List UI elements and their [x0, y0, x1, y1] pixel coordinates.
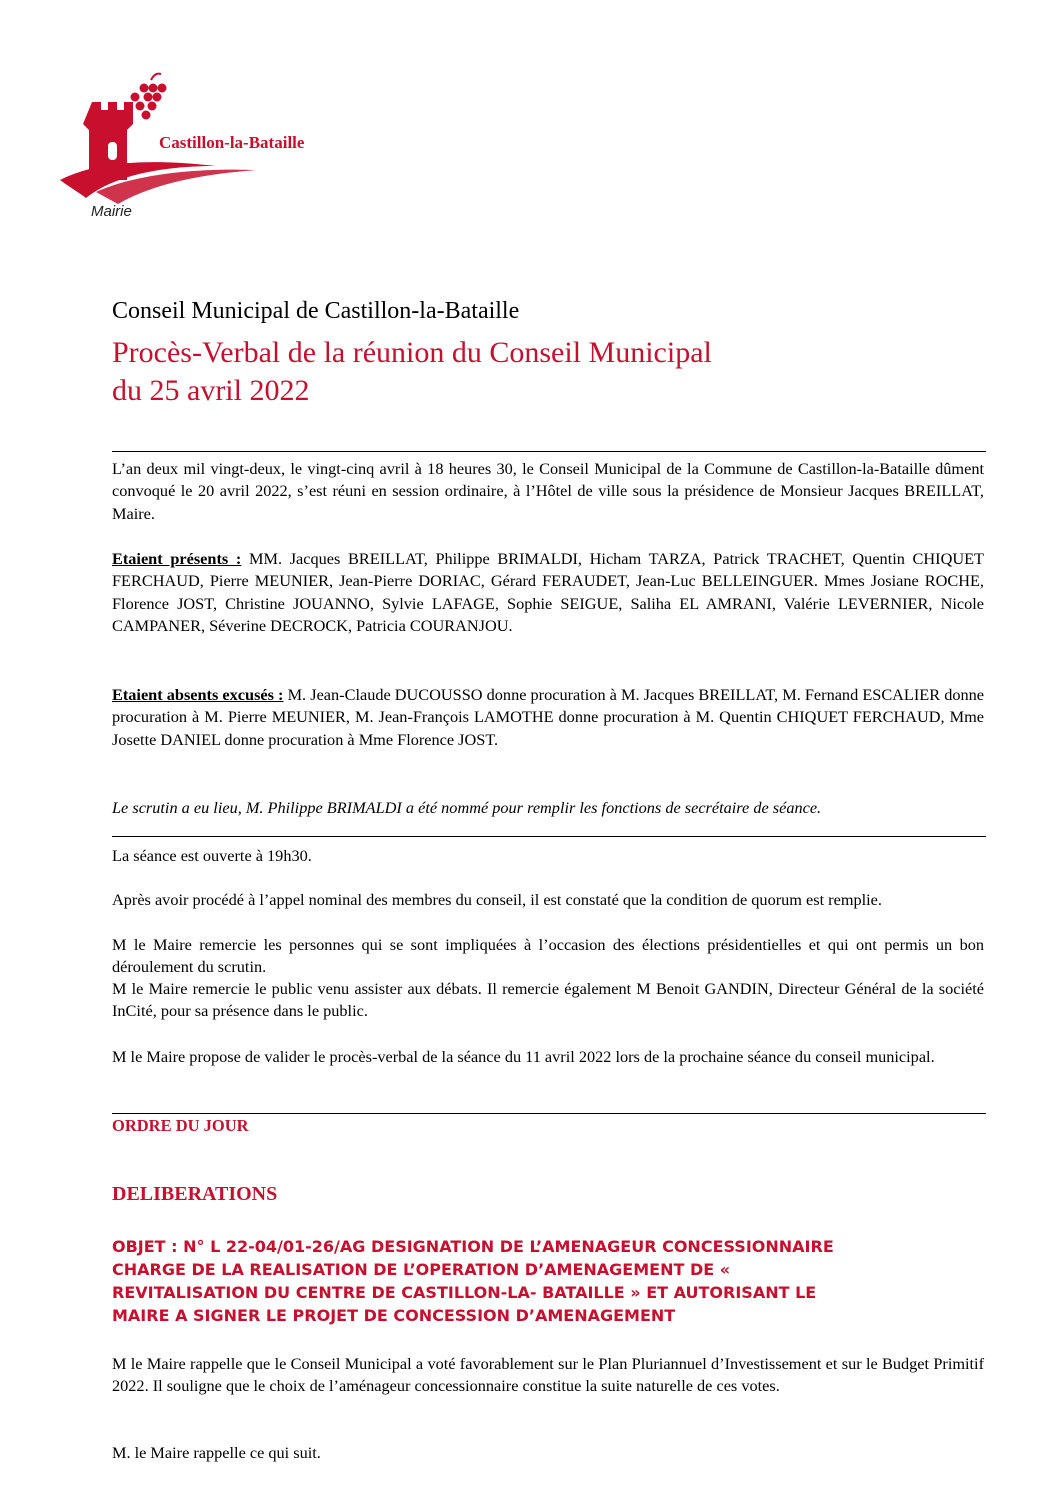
absents-paragraph [112, 684, 984, 751]
ordre-du-jour-heading: ORDRE DU JOUR [112, 1116, 249, 1135]
objet-line: MAIRE A SIGNER LE PROJET DE CONCESSION D’AMENAGEMENT [112, 1306, 676, 1325]
objet-line: OBJET : N° L 22-04/01-26/AG DESIGNATION DE L’AMENAGEUR CONCESSIONNAIRE [112, 1237, 834, 1256]
mairie-logo [56, 70, 376, 230]
divider-middle [112, 836, 986, 837]
document-title [112, 334, 712, 410]
deliberations-heading: DELIBERATIONS [112, 1183, 278, 1205]
divider-bottom [112, 1113, 986, 1114]
title-line-1: Procès-Verbal de la réunion du Conseil Municipal [112, 336, 712, 369]
objet-line: REVITALISATION DU CENTRE DE CASTILLON-LA- BATAILLE » ET AUTORISANT LE [112, 1283, 817, 1302]
council-heading: Conseil Municipal de Castillon-la-Bataille [112, 298, 520, 324]
seance-ouverte-paragraph: La séance est ouverte à 19h30. [112, 846, 312, 865]
divider-top [112, 451, 986, 452]
presents-label: Etaient présents : [112, 549, 242, 568]
pv-validation-paragraph: M le Maire propose de valider le procès-verbal de la séance du 11 avril 2022 lors de la prochaine séance du conseil municipal. [112, 1047, 935, 1066]
absents-label: Etaient absents excusés : [112, 685, 284, 704]
remerciement-2-paragraph: M le Maire remercie le public venu assister aux débats. Il remercie également M Benoit GANDIN, Directeur Général de la société InCité, pour sa présence dans le public. [112, 979, 984, 1021]
rappel-suit-paragraph: M. le Maire rappelle ce qui suit. [112, 1443, 321, 1462]
objet-line: CHARGE DE LA REALISATION DE L’OPERATION D’AMENAGEMENT DE « [112, 1260, 731, 1279]
presents-text: MM. Jacques BREILLAT, Philippe BRIMALDI, Hicham TARZA, Patrick TRACHET, Quentin CHIQUET FERCHAUD, Pierre MEUNIER, Jean-Pierre DORIAC, Gérard FERAUDET, Jean-Luc BELLEINGUER. Mmes Josiane ROCHE, Florence JOST, Christine JOUANNO, Sylvie LAFAGE, Sophie SEIGUE, Saliha EL AMRANI, Valérie LEVERNIER, Nicole CAMPANER, Séverine DECROCK, Patricia COURANJOU. [112, 549, 985, 636]
absents-text: M. Jean-Claude DUCOUSSO donne procuration à M. Jacques BREILLAT, M. Fernand ESCALIER donne procuration à M. Pierre MEUNIER, M. Jean-François LAMOTHE donne procuration à M. Quentin CHIQUET FERCHAUD, Mme Josette DANIEL donne procuration à Mme Florence JOST. [112, 685, 984, 749]
rappel-plan-paragraph: M le Maire rappelle que le Conseil Municipal a voté favorablement sur le Plan Pluriannuel d’Investissement et sur le Budget Primitif 2022. Il souligne que le choix de l’aménageur concessionnaire constitue la suite naturelle de ces votes. [112, 1354, 984, 1396]
title-line-2: du 25 avril 2022 [112, 374, 310, 407]
logo-subtitle: Mairie [91, 203, 132, 220]
remerciement-1-paragraph: M le Maire remercie les personnes qui se sont impliquées à l’occasion des élections présidentielles et qui ont permis un bon déroulement du scrutin. [112, 935, 984, 977]
scrutin-paragraph: Le scrutin a eu lieu, M. Philippe BRIMALDI a été nommé pour remplir les fonctions de secrétaire de séance. [112, 798, 822, 817]
quorum-paragraph: Après avoir procédé à l’appel nominal des membres du conseil, il est constaté que la condition de quorum est remplie. [112, 890, 882, 909]
intro-paragraph: L’an deux mil vingt-deux, le vingt-cinq avril à 18 heures 30, le Conseil Municipal de la Commune de Castillon-la-Bataille dûment convoqué le 20 avril 2022, s’est réuni en session ordinaire, à l’Hôtel de ville sous la présidence de Monsieur Jacques BREILLAT, Maire. [112, 459, 984, 523]
presents-paragraph [112, 548, 984, 638]
objet-heading [112, 1235, 992, 1327]
logo-town-name: Castillon-la-Bataille [159, 133, 305, 152]
